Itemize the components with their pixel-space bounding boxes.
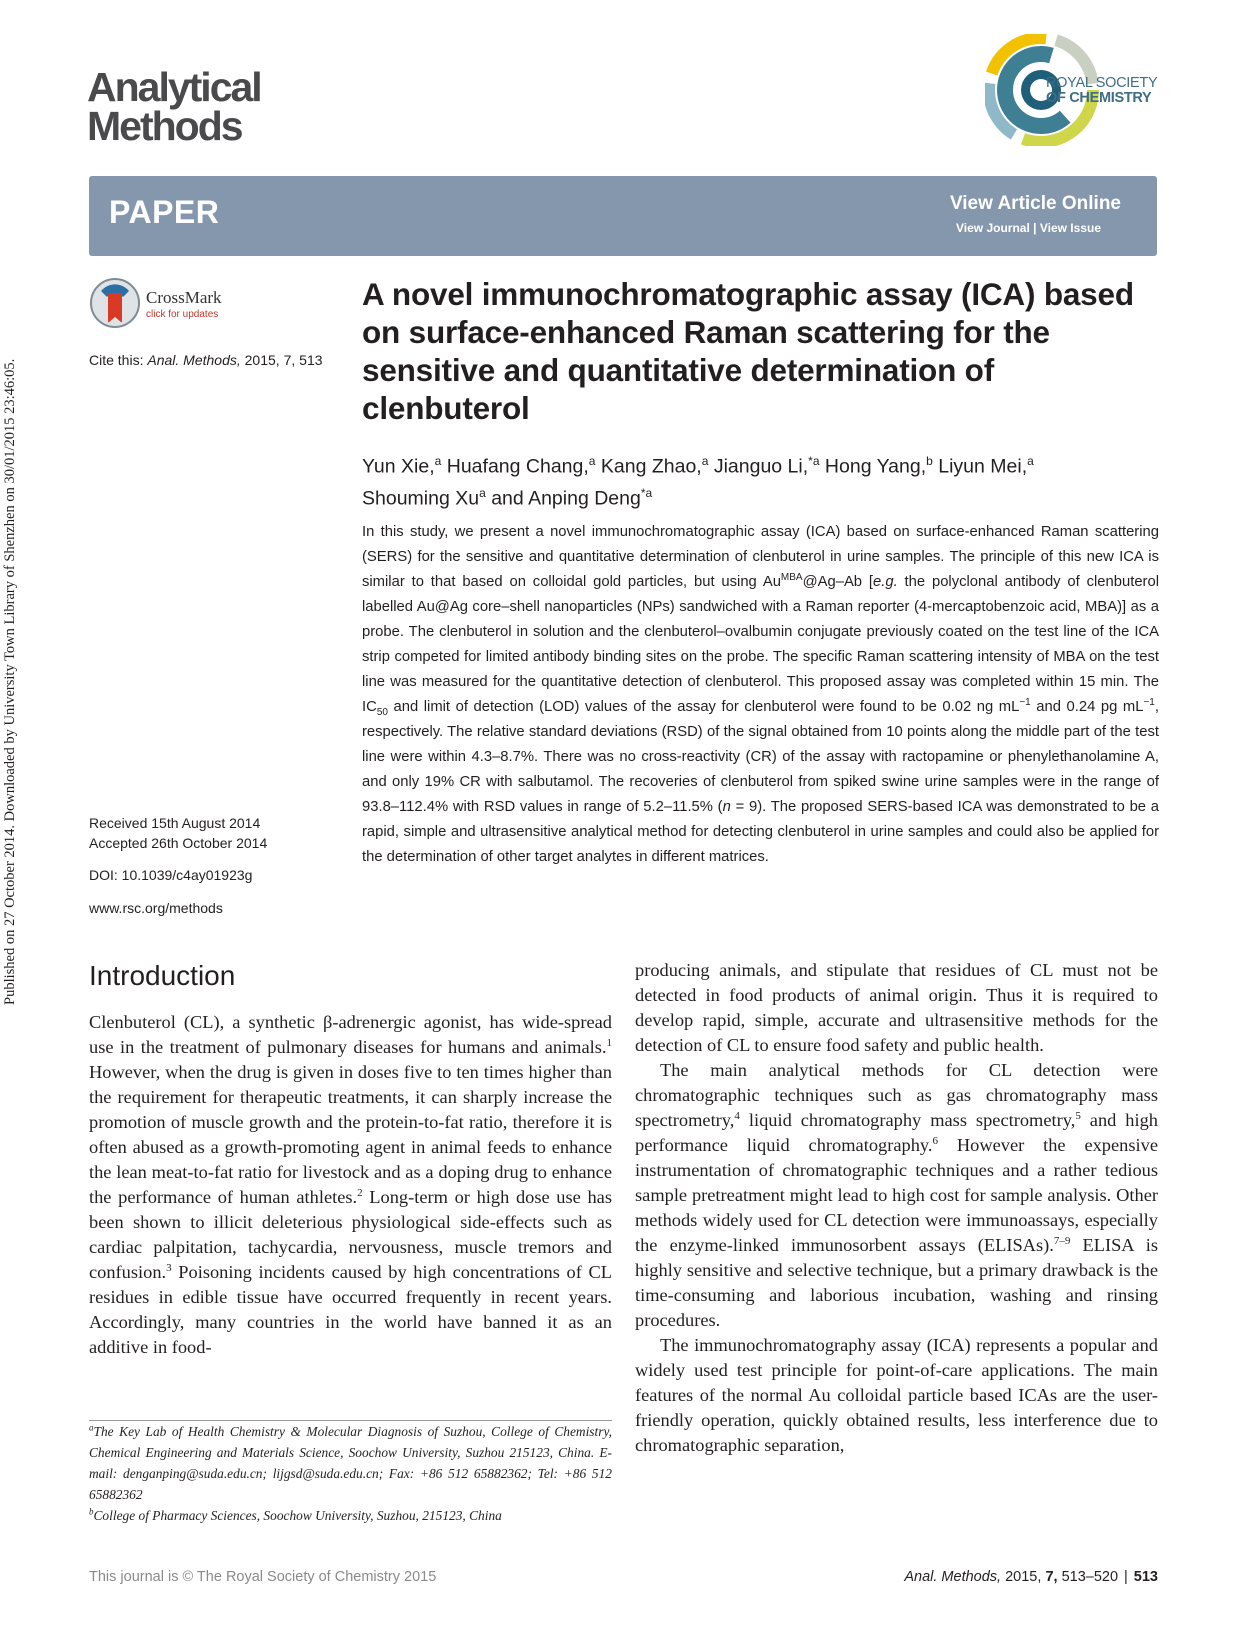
reference-link[interactable]: 4 (734, 1109, 740, 1122)
abstract-italic: n (722, 799, 731, 815)
received-date: Received 15th August 2014 (89, 815, 261, 831)
author-affiliation: a (588, 454, 596, 468)
author-affiliation: a (479, 485, 486, 500)
body-text: Long-term or high dose use has been shown to illicit deleterious physiological side-effects such as cardiac palpitation, tachycardia, nervousness, muscle tremors and confusion. (89, 1187, 612, 1282)
abstract-text: , respectively. The relative standard deviations (RSD) of the signal obtained from 10 points along the middle part of the test line were within 4.3–8.7%. There was no cross-reactivity (CR) of the assay with ractopamine or phenylethanolamine A, and only 19% CR with salbutamol. The recoveries of clenbuterol from spiked swine urine samples were in the range of 93.8–112.4% with RSD values in range of 5.2–11.5% ( (362, 699, 1159, 815)
article-type: PAPER (109, 194, 220, 230)
author-name[interactable]: Shouming Xu (362, 487, 480, 509)
author-affiliation: a (434, 454, 442, 468)
footer-citation (904, 1569, 1158, 1585)
publisher-name-line-2: OF CHEMISTRY (1046, 90, 1152, 106)
journal-title-line-1: Analytical (87, 64, 261, 110)
crossmark-icon (89, 277, 141, 329)
view-journal-link[interactable]: View Journal (955, 221, 1030, 235)
author-list (362, 448, 1162, 511)
intro-right-column (635, 958, 1158, 1458)
page-number: 513 (1133, 1569, 1158, 1585)
abstract-text: and 0.24 pg mL (1030, 699, 1144, 715)
author-name[interactable]: Kang Zhao, (600, 455, 702, 478)
author-affiliation: b (926, 454, 933, 468)
author-affiliation: *a (808, 454, 820, 468)
intro-left-column (89, 1010, 612, 1360)
author-name[interactable]: and Anping Deng (491, 487, 641, 509)
cite-journal: Anal. Methods, (147, 352, 241, 368)
footnote-mark: b (89, 1506, 94, 1517)
journal-website-link[interactable]: www.rsc.org/methods (89, 900, 223, 916)
paragraph (635, 1058, 1158, 1333)
author-name[interactable]: Yun Xie, (362, 455, 435, 478)
view-issue-link[interactable]: View Issue (1039, 221, 1101, 235)
abstract-text: In this study, we present a novel immunochromatographic assay (ICA) based on surface-enhanced Raman scattering (SERS) for the sensitive and quantitative determination of clenbuterol in urine samples. The principle of this new ICA is similar to that based on colloidal gold particles, but using Au (362, 524, 1159, 590)
reference-link[interactable]: 7–9 (1053, 1234, 1071, 1247)
author-name[interactable]: Liyun Mei, (938, 455, 1028, 478)
body-text: Clenbuterol (CL), a synthetic β-adrenergic agonist, has wide-spread use in the treatment of pulmonary diseases for humans and animals. (89, 1012, 612, 1057)
view-links-separator: | (1033, 221, 1037, 235)
cite-page: 513 (299, 352, 323, 368)
crossmark-badge[interactable] (89, 277, 264, 335)
reference-link[interactable]: 1 (606, 1036, 612, 1049)
body-text: and high performance liquid chromatography. (635, 1110, 1158, 1155)
footnote-text: College of Pharmacy Sciences, Soochow University, Suzhou, 215123, China (93, 1508, 502, 1523)
author-name[interactable]: Huafang Chang, (446, 455, 589, 478)
footnotes (89, 1421, 612, 1526)
journal-title-line-2: Methods (87, 103, 242, 149)
body-text: liquid chromatography mass spectrometry, (739, 1110, 1076, 1130)
abstract-text: and limit of detection (LOD) values of the assay for clenbuterol were found to be 0.02 ng mL (387, 699, 1020, 715)
article-title: A novel immunochromatographic assay (ICA) based on surface-enhanced Raman scattering for the sensitive and quantitative determination of clenbuterol (362, 276, 1134, 426)
body-text: The main analytical methods for CL detection were chromatographic techniques such as gas chromatography mass spectrometry, (635, 1060, 1158, 1130)
paragraph (89, 1010, 612, 1360)
body-text: However the expensive instrumentation of chromatographic techniques and a rather tedious sample pretreatment might lead to high cost for sample analysis. Other methods widely used for CL detection were immunoassays, especially the enzyme-linked immunosorbent assays (ELISAs). (635, 1135, 1158, 1255)
footer-separator: | (1124, 1569, 1128, 1585)
journal-title[interactable] (87, 64, 261, 149)
crossmark-sub-label: click for updates (146, 309, 219, 320)
cite-year: 2015, (244, 352, 280, 368)
abstract-sub: 50 (376, 706, 388, 718)
footnote-b (89, 1505, 612, 1526)
author-name[interactable]: Hong Yang, (824, 455, 927, 478)
download-notice: Published on 27 October 2014. Downloaded by University Town Library of Shenzhen on 30/01/2015 23:46:05. (2, 358, 18, 1005)
footer-pages: 513–520 (1061, 1569, 1119, 1585)
abstract-text: the polyclonal antibody of clenbuterol labelled Au@Ag core–shell nanoparticles (NPs) sandwiched with a Raman reporter (4-mercaptobenzoic acid, MBA)] as a probe. The clenbuterol in solution and the clenbuterol–ovalbumin conjugate previously coated on the test line of the ICA strip competed for limited antibody binding sites on the probe. The specific Raman scattering intensity of MBA on the test line was measured for the quantitative detection of clenbuterol. This proposed assay was completed within 15 min. The IC (362, 574, 1160, 715)
crossmark-label: CrossMark (146, 288, 222, 307)
abstract-sup: −1 (1019, 697, 1031, 709)
abstract-sup: MBA (780, 572, 803, 584)
author-affiliation: a (701, 454, 709, 468)
publisher-name-line-1: ROYAL SOCIETY (1046, 75, 1158, 91)
abstract-text: @Ag–Ab [ (802, 574, 874, 590)
accepted-date: Accepted 26th October 2014 (89, 835, 268, 851)
reference-link[interactable]: 2 (357, 1186, 363, 1199)
author-affiliation: *a (640, 485, 653, 500)
footer-year: 2015, (1005, 1569, 1042, 1585)
footer-volume: 7, (1045, 1569, 1058, 1585)
section-heading: Introduction (89, 960, 236, 991)
reference-link[interactable]: 5 (1075, 1109, 1081, 1122)
footer-copyright: This journal is © The Royal Society of Chemistry 2015 (89, 1569, 437, 1585)
reference-link[interactable]: 3 (166, 1261, 172, 1274)
paragraph: The immunochromatography assay (ICA) represents a popular and widely used test principle for point-of-care applications. The main features of the normal Au colloidal particle based ICAs are the user-friendly operation, quickly obtained results, less interference due to chromatographic separation, (635, 1335, 1158, 1455)
cite-label: Cite this: (89, 352, 144, 368)
cite-volume: 7, (283, 352, 296, 368)
body-text: ELISA is highly sensitive and selective technique, but a primary drawback is the time-consuming and laborious incubation, washing and rinsing procedures. (635, 1235, 1158, 1330)
body-text: However, when the drug is given in doses five to ten times higher than the requirement for therapeutic treatments, it can sharply increase the promotion of muscle growth and the protein-to-fat ratio, therefore it is often abused as a growth-promoting agent in animal feeds to enhance the lean meat-to-fat ratio for livestock and as a doping drug to enhance the performance of human athletes. (89, 1062, 612, 1207)
view-article-online-link[interactable]: View Article Online (949, 193, 1121, 214)
abstract-italic: e.g. (873, 574, 898, 590)
cite-this (89, 352, 323, 368)
abstract (362, 520, 1159, 870)
abstract-sup: −1 (1143, 697, 1155, 709)
abstract-text: = 9). The proposed SERS-based ICA was demonstrated to be a rapid, simple and ultrasensitive analytical method for detecting clenbuterol in urine samples and could also be applied for the determination of other target analytes in different matrices. (362, 799, 1159, 865)
footnote-text: The Key Lab of Health Chemistry & Molecular Diagnosis of Suzhou, College of Chemistry, Chemical Engineering and Materials Science, Soochow University, Suzhou 215123, China. E-mail: denganping@suda.edu.cn; lijgsd@suda.edu.cn; Fax: +86 512 65882362; Tel: +86 512 65882362 (89, 1424, 612, 1502)
footer-journal: Anal. Methods, (904, 1569, 1002, 1585)
view-links (956, 221, 1101, 235)
author-affiliation: a (1027, 454, 1034, 468)
body-text: Poisoning incidents caused by high concentrations of CL residues in edible tissue have occurred frequently in recent years. Accordingly, many countries in the world have banned it as an additive in food- (89, 1262, 612, 1357)
author-name[interactable]: Jianguo Li, (713, 455, 809, 478)
reference-link[interactable]: 6 (932, 1134, 938, 1147)
footnote-mark: a (89, 1422, 94, 1433)
article-banner (89, 176, 1157, 256)
paragraph: producing animals, and stipulate that residues of CL must not be detected in food products of animal origin. Thus it is required to develop rapid, simple, accurate and ultrasensitive methods for the detection of CL to ensure food safety and public health. (635, 960, 1158, 1055)
footnote-a (89, 1421, 612, 1505)
doi[interactable]: DOI: 10.1039/c4ay01923g (89, 867, 253, 883)
article-dates (89, 813, 267, 853)
publisher-name (1046, 76, 1176, 106)
